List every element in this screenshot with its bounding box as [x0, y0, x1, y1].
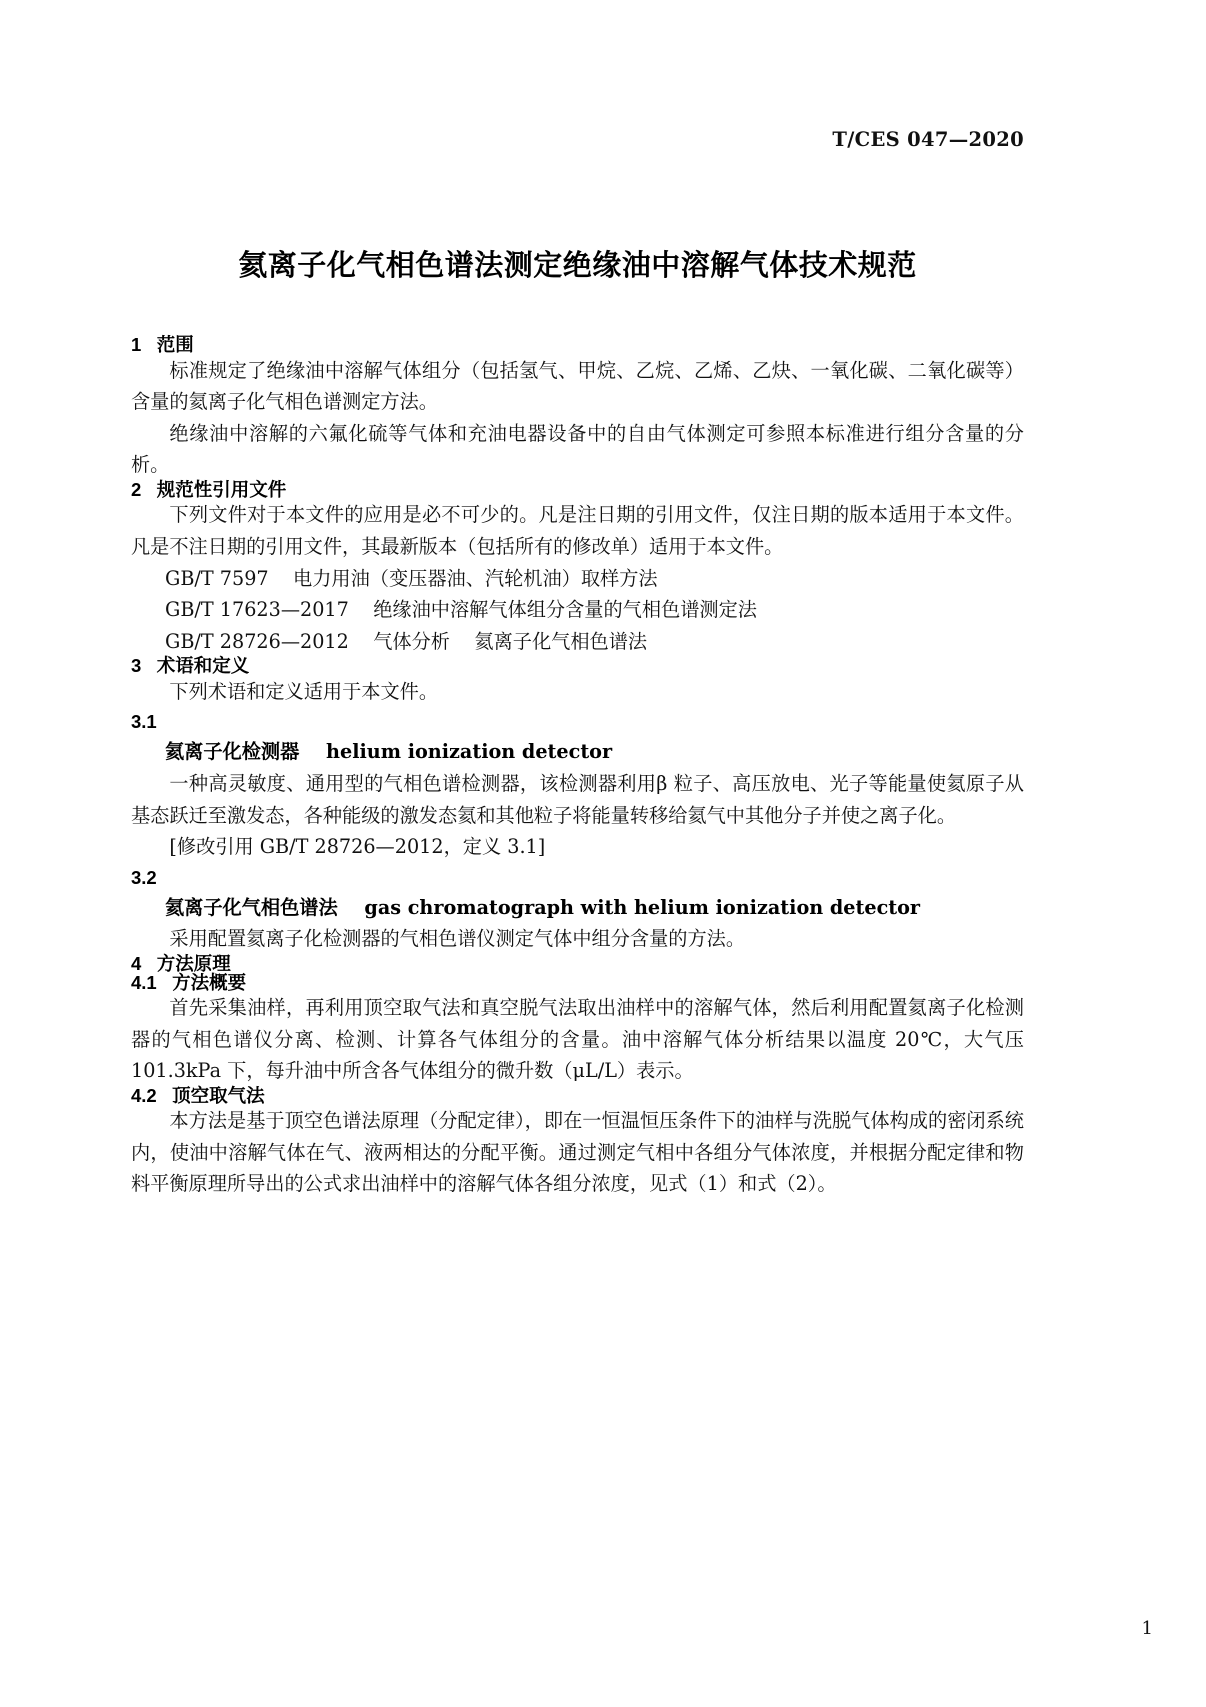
section-4-1-paragraph-1: 首先采集油样，再利用顶空取气法和真空脱气法取出油样中的溶解气体，然后利用配置氦离子化检测器的气相色谱仪分离、检测、计算各气体组分的含量。油中溶解气体分析结果以温度 20℃，大气压 101.3kPa 下，每升油中所含各气体组分的微升数（μL/L）表示。: [131, 996, 1024, 1083]
term-definition-3-1: 一种高灵敏度、通用型的气相色谱检测器，该检测器利用β 粒子、高压放电、光子等能量使氦原子从基态跃迁至激发态，各种能级的激发态氦和其他粒子将能量转移给氦气中其他分子并使之离子化。: [131, 772, 1024, 827]
section-1-paragraph-2: 绝缘油中溶解的六氟化硫等气体和充油电器设备中的自由气体测定可参照本标准进行组分含量的分析。: [131, 421, 1024, 477]
section-3-paragraph-1: 下列术语和定义适用于本文件。: [169, 679, 439, 703]
section-4-2-paragraph-1: 本方法是基于顶空色谱法原理（分配定律），即在一恒温恒压条件下的油样与洗脱气体构成的密闭系统内，使油中溶解气体在气、液两相达的分配平衡。通过测定气相中各组分气体浓度，并根据分配定律和物料平衡原理所导出的公式求出油样中的溶解气体各组分浓度，见式（1）和式（2）。: [131, 1109, 1024, 1196]
document-body: [131, 336, 1024, 1200]
page-number: 1: [1141, 1618, 1153, 1639]
document-title: 氦离子化气相色谱法测定绝缘油中溶解气体技术规范: [238, 250, 917, 282]
section-heading-3: 3 术语和定义: [131, 655, 250, 677]
section-heading-4: 4 方法原理: [131, 953, 231, 974]
section-2-paragraph-1: 下列文件对于本文件的应用是必不可少的。凡是注日期的引用文件，仅注日期的版本适用于本文件。凡是不注日期的引用文件，其最新版本（包括所有的修改单）适用于本文件。: [131, 503, 1024, 558]
normative-reference-3: GB/T 28726—2012 气体分析 氦离子化气相色谱法: [165, 629, 648, 653]
term-entry-3-2: 氦离子化气相色谱法 gas chromatograph with helium ionization detector: [165, 895, 921, 919]
normative-reference-1: GB/T 7597 电力用油（变压器油、汽轮机油）取样方法: [165, 566, 658, 590]
standard-number-header: T/CES 047—2020: [832, 128, 1024, 151]
section-heading-4-2: 4.2 顶空取气法: [131, 1084, 265, 1106]
normative-reference-2: GB/T 17623—2017 绝缘油中溶解气体组分含量的气相色谱测定法: [165, 598, 757, 622]
clause-number-3-2: 3.2: [131, 866, 157, 888]
section-heading-1: 1 范围: [131, 334, 194, 355]
section-1-paragraph-1: 标准规定了绝缘油中溶解气体组分（包括氢气、甲烷、乙烷、乙烯、乙炔、一氧化碳、二氧化碳等）含量的氦离子化气相色谱测定方法。: [131, 358, 1024, 414]
section-heading-4-1: 4.1 方法概要: [131, 971, 247, 993]
section-heading-2: 2 规范性引用文件: [131, 478, 287, 500]
term-entry-3-1: 氦离子化检测器 helium ionization detector: [165, 740, 613, 764]
term-definition-3-2: 采用配置氦离子化检测器的气相色谱仪测定气体中组分含量的方法。: [169, 927, 746, 951]
term-source-3-1: [修改引用 GB/T 28726—2012，定义 3.1]: [169, 835, 546, 859]
clause-number-3-1: 3.1: [131, 711, 157, 733]
